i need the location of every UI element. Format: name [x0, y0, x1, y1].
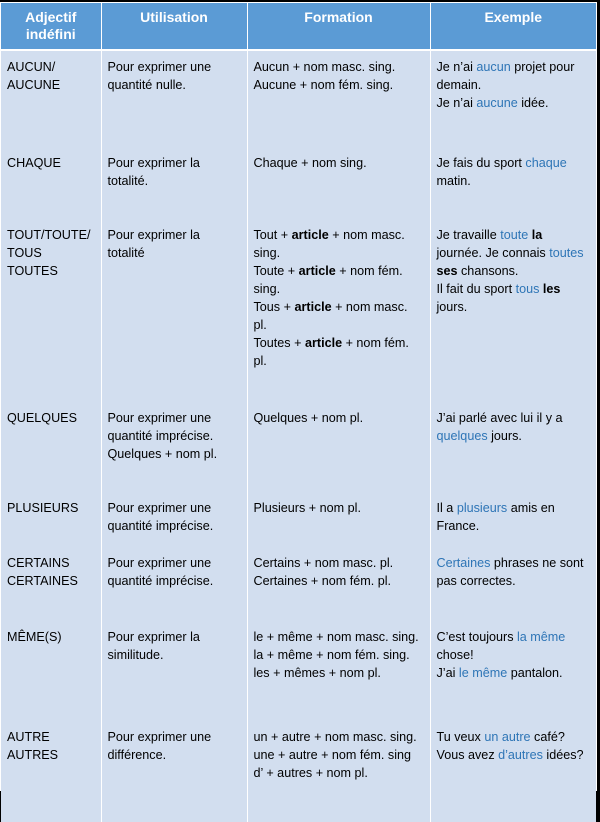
document-frame — [0, 2, 597, 791]
example-sentence: Certaines phrases ne sont pas correctes. — [436, 556, 584, 588]
cell-adjectif: CHAQUE — [1, 147, 101, 219]
cell-utilisation: Pour exprimer la totalité. — [101, 147, 247, 219]
cell-exemple — [430, 402, 596, 492]
cell-exemple — [430, 492, 596, 547]
highlighted-word: aucun — [476, 60, 511, 74]
highlighted-word: chaque — [525, 156, 567, 170]
cell-exemple — [430, 721, 596, 822]
cell-utilisation: Pour exprimer la similitude. — [101, 621, 247, 721]
cell-exemple — [430, 219, 596, 402]
table-row-aucun — [1, 50, 596, 147]
highlighted-word: toute — [500, 228, 529, 242]
table-row-autre — [1, 721, 596, 822]
cell-exemple — [430, 547, 596, 621]
example-sentence: J’ai parlé avec lui il y a quelques jours. — [436, 411, 563, 443]
highlighted-word: d’autres — [498, 748, 543, 762]
cell-formation: Quelques + nom pl. — [247, 402, 430, 492]
example-sentence: Je fais du sport chaque matin. — [436, 156, 567, 188]
example-sentence: Il a plusieurs amis en France. — [436, 501, 555, 533]
highlighted-word: tous — [515, 282, 540, 296]
header-utilisation: Utilisation — [101, 3, 247, 50]
cell-utilisation: Pour exprimer une différence. — [101, 721, 247, 822]
cell-exemple — [430, 147, 596, 219]
cell-adjectif: TOUT/TOUTE/ TOUS TOUTES — [1, 219, 101, 402]
header-exemple: Exemple — [430, 3, 596, 50]
cell-formation: Tout + article + nom masc. sing. Toute + article + nom fém. sing. Tous + article + nom masc. pl. Toutes + article + nom fém. pl. — [247, 219, 430, 402]
highlighted-word: quelques — [436, 429, 488, 443]
example-sentence: Il fait du sport tous les jours. — [436, 282, 561, 314]
cell-adjectif: MÊME(S) — [1, 621, 101, 721]
cell-adjectif: AUCUN/ AUCUNE — [1, 50, 101, 147]
highlighted-word: toutes — [549, 246, 584, 260]
cell-formation: Plusieurs + nom pl. — [247, 492, 430, 547]
highlighted-word: plusieurs — [456, 501, 508, 515]
example-sentence: Je n’ai aucune idée. — [436, 96, 549, 110]
highlighted-word: Certaines — [436, 556, 491, 570]
cell-adjectif: PLUSIEURS — [1, 492, 101, 547]
highlighted-word: un autre — [484, 730, 531, 744]
example-sentence: Tu veux un autre café? — [436, 730, 565, 744]
cell-exemple — [430, 50, 596, 147]
cell-formation: un + autre + nom masc. sing. une + autre + nom fém. sing d’ + autres + nom pl. — [247, 721, 430, 822]
cell-utilisation: Pour exprimer une quantité imprécise. — [101, 547, 247, 621]
table-row-plusieurs — [1, 492, 596, 547]
example-sentence: C’est toujours la même chose! — [436, 630, 566, 662]
cell-formation: Aucun + nom masc. sing. Aucune + nom fém. sing. — [247, 50, 430, 147]
table-row-chaque — [1, 147, 596, 219]
cell-adjectif: AUTRE AUTRES — [1, 721, 101, 822]
cell-adjectif: QUELQUES — [1, 402, 101, 492]
cell-formation: le + même + nom masc. sing. la + même + nom fém. sing. les + mêmes + nom pl. — [247, 621, 430, 721]
cell-formation: Chaque + nom sing. — [247, 147, 430, 219]
table-row-quelques — [1, 402, 596, 492]
example-sentence: J’ai le même pantalon. — [436, 666, 563, 680]
table-row-meme — [1, 621, 596, 721]
cell-utilisation: Pour exprimer une quantité nulle. — [101, 50, 247, 147]
cell-utilisation: Pour exprimer une quantité imprécise. Quelques + nom pl. — [101, 402, 247, 492]
example-sentence: Je n’ai aucun projet pour demain. — [436, 60, 575, 92]
cell-formation: Certains + nom masc. pl. Certaines + nom fém. pl. — [247, 547, 430, 621]
adjectifs-indefinis-table — [1, 3, 596, 822]
cell-utilisation: Pour exprimer une quantité imprécise. — [101, 492, 247, 547]
cell-exemple — [430, 621, 596, 721]
highlighted-word: aucune — [476, 96, 518, 110]
cell-adjectif: CERTAINS CERTAINES — [1, 547, 101, 621]
example-sentence: Je travaille toute la journée. Je connais toutes ses chansons. — [436, 228, 584, 278]
cell-utilisation: Pour exprimer la totalité — [101, 219, 247, 402]
header-adjectif: Adjectif indéfini — [1, 3, 101, 50]
highlighted-word: la même — [517, 630, 566, 644]
table-row-certains — [1, 547, 596, 621]
header-row — [1, 3, 596, 50]
example-sentence: Vous avez d’autres idées? — [436, 748, 584, 762]
highlighted-word: le même — [458, 666, 508, 680]
header-formation: Formation — [247, 3, 430, 50]
table-row-tout — [1, 219, 596, 402]
